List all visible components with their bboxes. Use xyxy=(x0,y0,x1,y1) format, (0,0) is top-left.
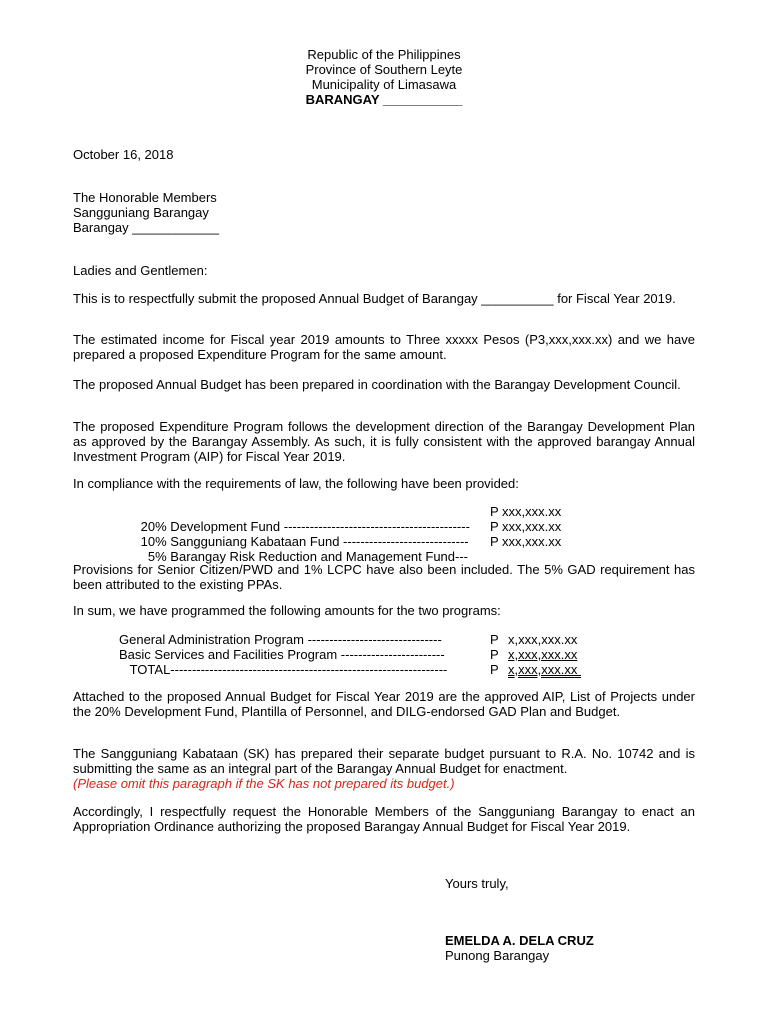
header-line-province: Province of Southern Leyte xyxy=(305,62,463,77)
header-line-barangay: BARANGAY ___________ xyxy=(305,92,463,107)
fund-list xyxy=(119,504,599,564)
paragraph-sk-block xyxy=(73,746,695,791)
total-peso-sign: P xyxy=(490,662,499,677)
paragraph-coordination: The proposed Annual Budget has been prepared in coordination with the Barangay Development Council. xyxy=(73,377,681,392)
salutation: Ladies and Gentlemen: xyxy=(73,263,208,278)
paragraph-compliance: In compliance with the requirements of law, the following have been provided: xyxy=(73,476,519,491)
paragraph-provisions: Provisions for Senior Citizen/PWD and 1% LCPC have also been included. The 5% GAD requirement has been attributed to the existing PPAs. xyxy=(73,562,695,592)
fund-label: 10% Sangguniang Kabataan Fund ----------------------------- xyxy=(140,534,469,549)
paragraph-estimated-income: The estimated income for Fiscal year 2019 amounts to Three xxxxx Pesos (P3,xxx,xxx.xx) and we have prepared a proposed Expenditure Program for the same amount. xyxy=(73,332,695,362)
fund-amount: P xxx,xxx.xx xyxy=(490,519,562,534)
addressee-block xyxy=(73,190,695,235)
signature-block xyxy=(445,933,594,963)
paragraph-in-sum: In sum, we have programmed the following amounts for the two programs: xyxy=(73,603,501,618)
paragraph-request: Accordingly, I respectfully request the Honorable Members of the Sangguniang Barangay to enact an Appropriation Ordinance authorizing the proposed Barangay Annual Budget for Fiscal Year 2019. xyxy=(73,804,695,834)
paragraph-attachments: Attached to the proposed Annual Budget for Fiscal Year 2019 are the approved AIP, List of Projects under the 20% Development Fund, Plantilla of Personnel, and DILG-endorsed GAD Plan and Budget. xyxy=(73,689,695,719)
program-peso-sign: P xyxy=(490,632,499,647)
header-line-municipality: Municipality of Limasawa xyxy=(311,77,457,92)
fund-label: 5% Barangay Risk Reduction and Management Fund--- xyxy=(140,549,469,564)
addressee-line-2: Sangguniang Barangay xyxy=(73,205,209,220)
program-amount: x,xxx,xxx.xx xyxy=(508,647,578,662)
signatory-title: Punong Barangay xyxy=(445,948,550,963)
paragraph-sk-budget: The Sangguniang Kabataan (SK) has prepared their separate budget pursuant to R.A. No. 10742 and is submitting the same as an integral part of the Barangay Annual Budget for enactment. xyxy=(73,746,695,776)
paragraph-submission: This is to respectfully submit the proposed Annual Budget of Barangay __________ for Fiscal Year 2019. xyxy=(73,291,676,306)
program-list xyxy=(119,632,599,680)
total-label: TOTAL---------------------------------------------------------------- xyxy=(119,662,448,677)
closing: Yours truly, xyxy=(445,876,509,891)
addressee-line-1: The Honorable Members xyxy=(73,190,217,205)
fund-amount: P xxx,xxx.xx xyxy=(490,534,562,549)
letterhead xyxy=(0,47,768,107)
program-peso-sign: P xyxy=(490,647,499,662)
program-label: Basic Services and Facilities Program ------------------------ xyxy=(119,647,445,662)
program-label: General Administration Program ------------------------------- xyxy=(119,632,442,647)
paragraph-expenditure-program: The proposed Expenditure Program follows the development direction of the Barangay Development Plan as approved by the Barangay Assembly. As such, it is fully consistent with the approved barangay Annual Investment Program (AIP) for Fiscal Year 2019. xyxy=(73,419,695,464)
total-amount: x,xxx,xxx.xx xyxy=(508,662,581,677)
signatory-name: EMELDA A. DELA CRUZ xyxy=(445,933,594,948)
program-amount: x,xxx,xxx.xx xyxy=(508,632,578,647)
fund-label: 20% Development Fund ------------------------------------------- xyxy=(140,519,470,534)
addressee-line-3: Barangay ____________ xyxy=(73,220,220,235)
letter-date: October 16, 2018 xyxy=(73,147,174,162)
header-line-republic: Republic of the Philippines xyxy=(307,47,461,62)
fund-amount: P xxx,xxx.xx xyxy=(490,504,562,519)
sk-omit-note: (Please omit this paragraph if the SK has not prepared its budget.) xyxy=(73,776,455,791)
